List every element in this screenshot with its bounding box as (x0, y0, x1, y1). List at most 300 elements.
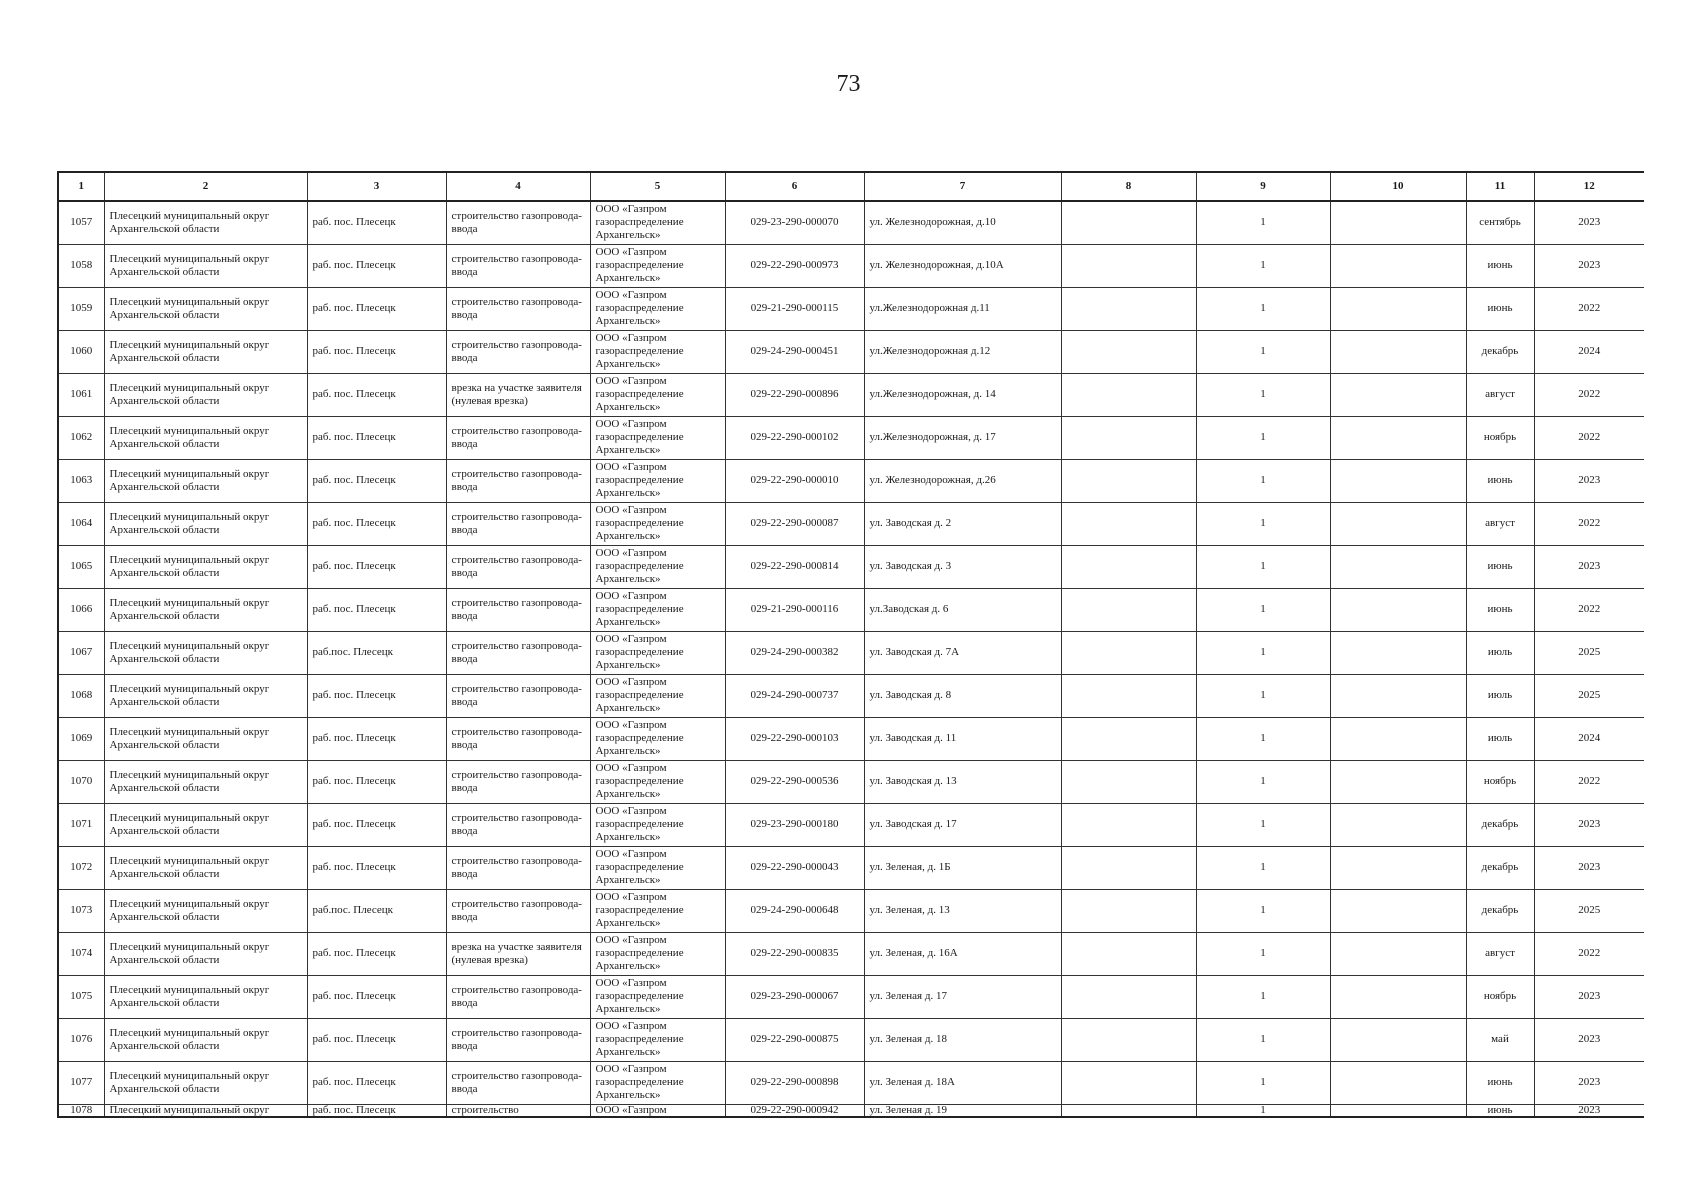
cell-row-number: 1070 (58, 760, 104, 803)
cell-row-number: 1069 (58, 717, 104, 760)
cell-settlement: раб. пос. Плесецк (307, 287, 446, 330)
cell-count: 1 (1196, 588, 1330, 631)
cell-row-number: 1075 (58, 975, 104, 1018)
cell-work-type: строительство газопровода-ввода (446, 588, 590, 631)
cell-settlement: раб. пос. Плесецк (307, 545, 446, 588)
cell-address: ул. Заводская д. 2 (864, 502, 1061, 545)
cell-col-8 (1061, 588, 1196, 631)
table-row (58, 502, 1644, 545)
cell-settlement: раб. пос. Плесецк (307, 674, 446, 717)
cell-organization: ООО «Газпром газораспределение Архангельск» (590, 373, 725, 416)
cell-col-8 (1061, 1104, 1196, 1117)
cell-year: 2022 (1534, 287, 1644, 330)
cell-municipality: Плесецкий муниципальный округ Архангельской области (104, 330, 307, 373)
cell-settlement: раб.пос. Плесецк (307, 889, 446, 932)
cell-count: 1 (1196, 889, 1330, 932)
cell-settlement: раб. пос. Плесецк (307, 201, 446, 244)
cell-address: ул. Зеленая, д. 1Б (864, 846, 1061, 889)
cell-work-type: строительство газопровода-ввода (446, 330, 590, 373)
cell-row-number: 1074 (58, 932, 104, 975)
column-header-9: 9 (1196, 172, 1330, 201)
cell-row-number: 1057 (58, 201, 104, 244)
cell-col-8 (1061, 760, 1196, 803)
cell-col-8 (1061, 416, 1196, 459)
cell-work-type: строительство газопровода-ввода (446, 1018, 590, 1061)
cell-month: ноябрь (1466, 760, 1534, 803)
cell-row-number: 1068 (58, 674, 104, 717)
cell-col-10 (1330, 760, 1466, 803)
cell-col-10 (1330, 889, 1466, 932)
cell-col-10 (1330, 244, 1466, 287)
cell-settlement: раб. пос. Плесецк (307, 846, 446, 889)
cell-organization: ООО «Газпром газораспределение Архангельск» (590, 588, 725, 631)
cell-address: ул.Заводская д. 6 (864, 588, 1061, 631)
cell-application-number: 029-22-290-000835 (725, 932, 864, 975)
cell-count: 1 (1196, 1018, 1330, 1061)
cell-settlement: раб. пос. Плесецк (307, 803, 446, 846)
cell-count: 1 (1196, 846, 1330, 889)
cell-col-10 (1330, 502, 1466, 545)
cell-row-number: 1059 (58, 287, 104, 330)
cell-col-8 (1061, 330, 1196, 373)
cell-col-10 (1330, 201, 1466, 244)
cell-address: ул. Зеленая, д. 16А (864, 932, 1061, 975)
cell-work-type: строительство газопровода-ввода (446, 674, 590, 717)
cell-count: 1 (1196, 373, 1330, 416)
cell-row-number: 1063 (58, 459, 104, 502)
cell-address: ул. Железнодорожная, д.26 (864, 459, 1061, 502)
cell-municipality: Плесецкий муниципальный округ Архангельской области (104, 1018, 307, 1061)
cell-organization: ООО «Газпром газораспределение Архангельск» (590, 1018, 725, 1061)
cell-settlement: раб. пос. Плесецк (307, 1018, 446, 1061)
cell-year: 2023 (1534, 201, 1644, 244)
cell-address: ул. Зеленая д. 18А (864, 1061, 1061, 1104)
cell-row-number: 1073 (58, 889, 104, 932)
cell-application-number: 029-22-290-000043 (725, 846, 864, 889)
cell-municipality: Плесецкий муниципальный округ Архангельской области (104, 889, 307, 932)
cell-month: июнь (1466, 1061, 1534, 1104)
cell-settlement: раб. пос. Плесецк (307, 1061, 446, 1104)
cell-organization: ООО «Газпром газораспределение Архангельск» (590, 416, 725, 459)
table-row (58, 1104, 1644, 1117)
cell-organization: ООО «Газпром газораспределение Архангельск» (590, 244, 725, 287)
cell-year: 2024 (1534, 717, 1644, 760)
cell-application-number: 029-22-290-000814 (725, 545, 864, 588)
cell-count: 1 (1196, 717, 1330, 760)
cell-settlement: раб. пос. Плесецк (307, 330, 446, 373)
cell-settlement: раб. пос. Плесецк (307, 932, 446, 975)
cell-row-number: 1061 (58, 373, 104, 416)
cell-row-number: 1066 (58, 588, 104, 631)
cell-month: ноябрь (1466, 975, 1534, 1018)
cell-municipality: Плесецкий муниципальный округ Архангельской области (104, 803, 307, 846)
cell-col-10 (1330, 932, 1466, 975)
cell-application-number: 029-22-290-000875 (725, 1018, 864, 1061)
cell-work-type: строительство газопровода-ввода (446, 459, 590, 502)
cell-month: июнь (1466, 1104, 1534, 1117)
cell-work-type: строительство газопровода-ввода (446, 889, 590, 932)
table-row (58, 975, 1644, 1018)
cell-application-number: 029-22-290-000898 (725, 1061, 864, 1104)
cell-organization: ООО «Газпром газораспределение Архангельск» (590, 459, 725, 502)
cell-month: июнь (1466, 588, 1534, 631)
cell-col-8 (1061, 803, 1196, 846)
column-header-12: 12 (1534, 172, 1644, 201)
cell-application-number: 029-22-290-000973 (725, 244, 864, 287)
cell-year: 2023 (1534, 1104, 1644, 1117)
cell-col-8 (1061, 1018, 1196, 1061)
table-row (58, 287, 1644, 330)
cell-count: 1 (1196, 674, 1330, 717)
column-header-7: 7 (864, 172, 1061, 201)
cell-row-number: 1072 (58, 846, 104, 889)
column-header-6: 6 (725, 172, 864, 201)
cell-municipality: Плесецкий муниципальный округ Архангельской области (104, 588, 307, 631)
cell-year: 2023 (1534, 803, 1644, 846)
cell-count: 1 (1196, 1104, 1330, 1117)
cell-year: 2025 (1534, 889, 1644, 932)
cell-col-8 (1061, 201, 1196, 244)
column-header-1: 1 (58, 172, 104, 201)
cell-count: 1 (1196, 416, 1330, 459)
registry-table-container (57, 171, 1644, 1188)
cell-col-10 (1330, 459, 1466, 502)
cell-col-8 (1061, 545, 1196, 588)
cell-month: июль (1466, 631, 1534, 674)
cell-count: 1 (1196, 287, 1330, 330)
cell-application-number: 029-23-290-000067 (725, 975, 864, 1018)
cell-row-number: 1071 (58, 803, 104, 846)
cell-row-number: 1064 (58, 502, 104, 545)
cell-count: 1 (1196, 201, 1330, 244)
cell-col-10 (1330, 1104, 1466, 1117)
table-row (58, 760, 1644, 803)
cell-year: 2022 (1534, 373, 1644, 416)
cell-address: ул.Железнодорожная д.12 (864, 330, 1061, 373)
cell-col-10 (1330, 975, 1466, 1018)
cell-row-number: 1060 (58, 330, 104, 373)
cell-application-number: 029-21-290-000116 (725, 588, 864, 631)
cell-application-number: 029-24-290-000648 (725, 889, 864, 932)
cell-settlement: раб. пос. Плесецк (307, 717, 446, 760)
cell-application-number: 029-24-290-000737 (725, 674, 864, 717)
cell-count: 1 (1196, 330, 1330, 373)
column-header-5: 5 (590, 172, 725, 201)
cell-organization: ООО «Газпром газораспределение Архангельск» (590, 803, 725, 846)
cell-organization: ООО «Газпром газораспределение Архангельск» (590, 631, 725, 674)
cell-application-number: 029-22-290-000103 (725, 717, 864, 760)
cell-work-type: строительство газопровода-ввода (446, 631, 590, 674)
cell-col-10 (1330, 373, 1466, 416)
cell-year: 2022 (1534, 588, 1644, 631)
cell-col-8 (1061, 373, 1196, 416)
cell-month: июнь (1466, 244, 1534, 287)
cell-count: 1 (1196, 760, 1330, 803)
cell-month: июнь (1466, 459, 1534, 502)
cell-year: 2024 (1534, 330, 1644, 373)
table-header (58, 172, 1644, 201)
cell-year: 2025 (1534, 674, 1644, 717)
cell-work-type: строительство газопровода-ввода (446, 803, 590, 846)
cell-municipality: Плесецкий муниципальный округ Архангельской области (104, 545, 307, 588)
cell-year: 2023 (1534, 1061, 1644, 1104)
cell-settlement: раб. пос. Плесецк (307, 502, 446, 545)
cell-col-10 (1330, 846, 1466, 889)
column-header-4: 4 (446, 172, 590, 201)
table-row (58, 932, 1644, 975)
cell-col-10 (1330, 330, 1466, 373)
table-row (58, 889, 1644, 932)
cell-address: ул. Заводская д. 13 (864, 760, 1061, 803)
cell-row-number: 1078 (58, 1104, 104, 1117)
cell-col-8 (1061, 459, 1196, 502)
cell-col-8 (1061, 502, 1196, 545)
cell-application-number: 029-22-290-000536 (725, 760, 864, 803)
cell-municipality: Плесецкий муниципальный округ Архангельской области (104, 416, 307, 459)
table-row (58, 674, 1644, 717)
column-header-10: 10 (1330, 172, 1466, 201)
cell-settlement: раб. пос. Плесецк (307, 373, 446, 416)
cell-count: 1 (1196, 459, 1330, 502)
cell-count: 1 (1196, 1061, 1330, 1104)
cell-organization: ООО «Газпром газораспределение Архангельск» (590, 846, 725, 889)
cell-work-type: строительство газопровода-ввода (446, 760, 590, 803)
cell-settlement: раб. пос. Плесецк (307, 760, 446, 803)
table-row (58, 545, 1644, 588)
cell-application-number: 029-22-290-000102 (725, 416, 864, 459)
cell-col-8 (1061, 975, 1196, 1018)
cell-col-10 (1330, 1061, 1466, 1104)
cell-month: август (1466, 502, 1534, 545)
cell-row-number: 1065 (58, 545, 104, 588)
cell-year: 2022 (1534, 502, 1644, 545)
cell-address: ул. Зеленая д. 18 (864, 1018, 1061, 1061)
cell-municipality: Плесецкий муниципальный округ Архангельской области (104, 244, 307, 287)
table-row (58, 459, 1644, 502)
table-header-row (58, 172, 1644, 201)
cell-year: 2022 (1534, 416, 1644, 459)
cell-month: август (1466, 373, 1534, 416)
cell-work-type: строительство газопровода-ввода (446, 1061, 590, 1104)
cell-col-10 (1330, 674, 1466, 717)
cell-application-number: 029-22-290-000010 (725, 459, 864, 502)
cell-work-type: врезка на участке заявителя (нулевая врезка) (446, 373, 590, 416)
cell-work-type: строительство газопровода-ввода (446, 416, 590, 459)
cell-address: ул. Заводская д. 11 (864, 717, 1061, 760)
cell-year: 2022 (1534, 932, 1644, 975)
cell-address: ул. Заводская д. 7А (864, 631, 1061, 674)
cell-year: 2023 (1534, 975, 1644, 1018)
cell-settlement: раб. пос. Плесецк (307, 459, 446, 502)
cell-application-number: 029-24-290-000451 (725, 330, 864, 373)
cell-count: 1 (1196, 932, 1330, 975)
cell-month: сентябрь (1466, 201, 1534, 244)
cell-address: ул.Железнодорожная д.11 (864, 287, 1061, 330)
cell-count: 1 (1196, 502, 1330, 545)
cell-application-number: 029-21-290-000115 (725, 287, 864, 330)
cell-application-number: 029-22-290-000896 (725, 373, 864, 416)
cell-settlement: раб. пос. Плесецк (307, 1104, 446, 1117)
cell-col-10 (1330, 1018, 1466, 1061)
cell-col-8 (1061, 631, 1196, 674)
table-row (58, 717, 1644, 760)
cell-month: август (1466, 932, 1534, 975)
cell-settlement: раб. пос. Плесецк (307, 416, 446, 459)
cell-col-8 (1061, 1061, 1196, 1104)
cell-municipality: Плесецкий муниципальный округ Архангельской области (104, 287, 307, 330)
cell-count: 1 (1196, 803, 1330, 846)
cell-organization: ООО «Газпром газораспределение Архангельск» (590, 330, 725, 373)
cell-year: 2023 (1534, 1018, 1644, 1061)
cell-month: ноябрь (1466, 416, 1534, 459)
cell-row-number: 1077 (58, 1061, 104, 1104)
cell-organization: ООО «Газпром (590, 1104, 725, 1117)
cell-col-8 (1061, 932, 1196, 975)
cell-month: декабрь (1466, 330, 1534, 373)
table-row (58, 588, 1644, 631)
cell-count: 1 (1196, 631, 1330, 674)
cell-col-10 (1330, 416, 1466, 459)
cell-work-type: строительство (446, 1104, 590, 1117)
table-row (58, 416, 1644, 459)
cell-application-number: 029-22-290-000087 (725, 502, 864, 545)
cell-application-number: 029-23-290-000070 (725, 201, 864, 244)
cell-organization: ООО «Газпром газораспределение Архангельск» (590, 975, 725, 1018)
cell-col-8 (1061, 846, 1196, 889)
cell-work-type: врезка на участке заявителя (нулевая врезка) (446, 932, 590, 975)
column-header-2: 2 (104, 172, 307, 201)
cell-organization: ООО «Газпром газораспределение Архангельск» (590, 1061, 725, 1104)
cell-year: 2022 (1534, 760, 1644, 803)
cell-address: ул. Зеленая д. 19 (864, 1104, 1061, 1117)
table-row (58, 1018, 1644, 1061)
cell-municipality: Плесецкий муниципальный округ Архангельской области (104, 846, 307, 889)
cell-municipality: Плесецкий муниципальный округ Архангельской области (104, 760, 307, 803)
cell-year: 2023 (1534, 846, 1644, 889)
cell-municipality: Плесецкий муниципальный округ Архангельской области (104, 932, 307, 975)
table-row (58, 330, 1644, 373)
cell-organization: ООО «Газпром газораспределение Архангельск» (590, 932, 725, 975)
cell-organization: ООО «Газпром газораспределение Архангельск» (590, 201, 725, 244)
cell-address: ул. Заводская д. 8 (864, 674, 1061, 717)
cell-address: ул. Заводская д. 3 (864, 545, 1061, 588)
cell-application-number: 029-24-290-000382 (725, 631, 864, 674)
cell-month: июнь (1466, 545, 1534, 588)
cell-municipality: Плесецкий муниципальный округ Архангельской области (104, 502, 307, 545)
cell-month: май (1466, 1018, 1534, 1061)
cell-municipality: Плесецкий муниципальный округ Архангельской области (104, 1061, 307, 1104)
cell-row-number: 1058 (58, 244, 104, 287)
cell-address: ул. Зеленая д. 17 (864, 975, 1061, 1018)
table-row (58, 846, 1644, 889)
cell-row-number: 1062 (58, 416, 104, 459)
cell-work-type: строительство газопровода-ввода (446, 717, 590, 760)
column-header-8: 8 (1061, 172, 1196, 201)
cell-col-8 (1061, 674, 1196, 717)
cell-work-type: строительство газопровода-ввода (446, 244, 590, 287)
cell-work-type: строительство газопровода-ввода (446, 846, 590, 889)
cell-municipality: Плесецкий муниципальный округ Архангельской области (104, 674, 307, 717)
cell-month: июль (1466, 717, 1534, 760)
cell-organization: ООО «Газпром газораспределение Архангельск» (590, 674, 725, 717)
cell-col-10 (1330, 545, 1466, 588)
cell-organization: ООО «Газпром газораспределение Архангельск» (590, 717, 725, 760)
cell-municipality: Плесецкий муниципальный округ (104, 1104, 307, 1117)
cell-organization: ООО «Газпром газораспределение Архангельск» (590, 760, 725, 803)
cell-settlement: раб. пос. Плесецк (307, 588, 446, 631)
cell-row-number: 1067 (58, 631, 104, 674)
cell-year: 2025 (1534, 631, 1644, 674)
cell-municipality: Плесецкий муниципальный округ Архангельской области (104, 373, 307, 416)
table-row (58, 201, 1644, 244)
table-row (58, 803, 1644, 846)
cell-col-10 (1330, 287, 1466, 330)
cell-col-10 (1330, 631, 1466, 674)
cell-address: ул.Железнодорожная, д. 17 (864, 416, 1061, 459)
cell-col-10 (1330, 588, 1466, 631)
cell-settlement: раб. пос. Плесецк (307, 975, 446, 1018)
cell-work-type: строительство газопровода-ввода (446, 975, 590, 1018)
cell-organization: ООО «Газпром газораспределение Архангельск» (590, 502, 725, 545)
cell-address: ул. Железнодорожная, д.10А (864, 244, 1061, 287)
cell-year: 2023 (1534, 545, 1644, 588)
cell-col-8 (1061, 717, 1196, 760)
column-header-3: 3 (307, 172, 446, 201)
cell-work-type: строительство газопровода-ввода (446, 287, 590, 330)
cell-work-type: строительство газопровода-ввода (446, 201, 590, 244)
cell-col-8 (1061, 287, 1196, 330)
cell-month: июль (1466, 674, 1534, 717)
cell-year: 2023 (1534, 459, 1644, 502)
cell-col-10 (1330, 803, 1466, 846)
table-row (58, 1061, 1644, 1104)
table-body (58, 201, 1644, 1117)
cell-municipality: Плесецкий муниципальный округ Архангельской области (104, 459, 307, 502)
cell-municipality: Плесецкий муниципальный округ Архангельской области (104, 201, 307, 244)
cell-settlement: раб. пос. Плесецк (307, 244, 446, 287)
cell-work-type: строительство газопровода-ввода (446, 502, 590, 545)
cell-municipality: Плесецкий муниципальный округ Архангельской области (104, 975, 307, 1018)
cell-year: 2023 (1534, 244, 1644, 287)
cell-work-type: строительство газопровода-ввода (446, 545, 590, 588)
cell-month: июнь (1466, 287, 1534, 330)
cell-count: 1 (1196, 975, 1330, 1018)
cell-col-8 (1061, 244, 1196, 287)
table-row (58, 631, 1644, 674)
cell-month: декабрь (1466, 889, 1534, 932)
cell-application-number: 029-23-290-000180 (725, 803, 864, 846)
cell-col-8 (1061, 889, 1196, 932)
cell-count: 1 (1196, 545, 1330, 588)
cell-organization: ООО «Газпром газораспределение Архангельск» (590, 287, 725, 330)
cell-organization: ООО «Газпром газораспределение Архангельск» (590, 545, 725, 588)
cell-organization: ООО «Газпром газораспределение Архангельск» (590, 889, 725, 932)
cell-settlement: раб.пос. Плесецк (307, 631, 446, 674)
page-number: 73 (836, 71, 861, 97)
cell-address: ул. Железнодорожная, д.10 (864, 201, 1061, 244)
cell-address: ул. Зеленая, д. 13 (864, 889, 1061, 932)
cell-application-number: 029-22-290-000942 (725, 1104, 864, 1117)
cell-address: ул. Заводская д. 17 (864, 803, 1061, 846)
cell-month: декабрь (1466, 803, 1534, 846)
cell-row-number: 1076 (58, 1018, 104, 1061)
cell-municipality: Плесецкий муниципальный округ Архангельской области (104, 631, 307, 674)
cell-address: ул.Железнодорожная, д. 14 (864, 373, 1061, 416)
table-row (58, 373, 1644, 416)
table-row (58, 244, 1644, 287)
registry-table (57, 171, 1644, 1118)
cell-month: декабрь (1466, 846, 1534, 889)
